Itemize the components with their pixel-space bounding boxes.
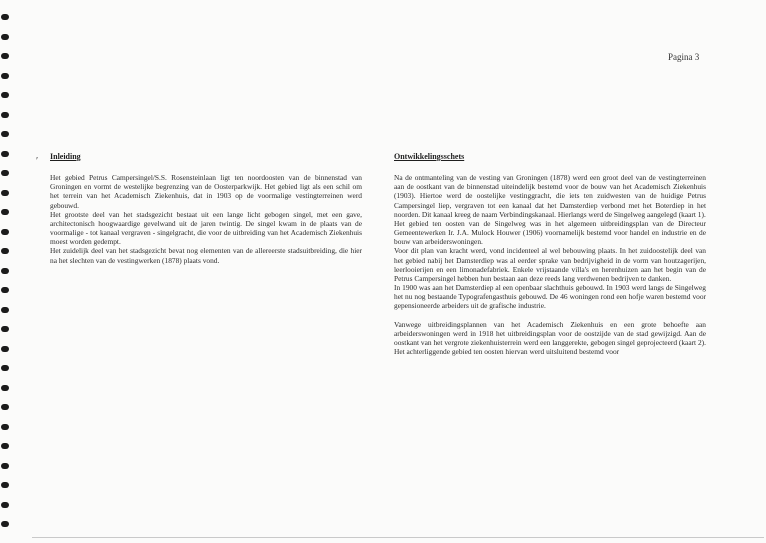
binding-ring [1, 346, 9, 352]
binding-ring [1, 131, 9, 137]
paragraph: Na de ontmanteling van de vesting van Groningen (1878) werd een groot deel van de vestingterreinen aan de oostkant van de binnenstad uiteindelijk bestemd voor de bouw van het Academisch Ziekenhuis (1903). Hiertoe werd de oostelijke vestinggracht, die iets ten zuidwesten van de huidige Petrus Campersingel liep, vergraven tot een kanaal dat het Damsterdiep verbond met het Boterdiep in het noorden. Dit kanaal kreeg de naam Verbindingskanaal. Hierlangs werd de Singelweg aangelegd (kaart 1). [394, 173, 706, 219]
binding-ring [1, 92, 9, 98]
binding-ring [1, 443, 9, 449]
left-column [50, 152, 362, 265]
binding-ring [1, 112, 9, 118]
paragraph: In 1900 was aan het Damsterdiep al een openbaar slachthuis gebouwd. In 1903 werd langs de Singelweg het nu nog bestaande Typografengasthuis gebouwd. De 46 woningen rond een hofje waren bestemd voor gepensioneerde arbeiders uit de grafische industrie. [394, 283, 706, 311]
paragraph: Het zuidelijk deel van het stadsgezicht bevat nog elementen van de allereerste stadsuitbreiding, die hier na het slechten van de vestingwerken (1878) plaats vond. [50, 246, 362, 265]
paragraph: Voor dit plan van kracht werd, vond incidenteel al wel bebouwing plaats. In het zuidoostelijk deel van het gebied nabij het Damsterdiep was al eerder sprake van bedrijvigheid in de vorm van houtzagerijen, leerlooierijen en een limonadefabriek. Enkele vrijstaande villa's en herenhuizen aan het begin van de Petrus Campersingel hebben hun bestaan aan deze reeds lang verdwenen bedrijven te danken. [394, 246, 706, 283]
binding-ring [1, 326, 9, 332]
binding-ring [1, 463, 9, 469]
section-heading-ontwikkelingsschets: Ontwikkelingsschets [394, 152, 465, 161]
binding-ring [1, 365, 9, 371]
binding-ring [1, 385, 9, 391]
paragraph: Vanwege uitbreidingsplannen van het Academisch Ziekenhuis en een grote behoefte aan arbeiderswoningen werd in 1918 het uitbreidingsplan voor de oostzijde van de stad gewijzigd. Aan de oostkant van het vergrote ziekenhuisterrein werd een langgerekte, gebogen singel geprojecteerd (kaart 2). Het achterliggende gebied ten oosten hiervan werd uitsluitend bestemd voor [394, 319, 706, 356]
binding-ring [1, 14, 9, 20]
binding-ring [1, 34, 9, 40]
binding-ring [1, 170, 9, 176]
section-heading-inleiding: Inleiding [50, 152, 81, 161]
binding-ring [1, 151, 9, 157]
page-bottom-edge [32, 537, 764, 538]
binding-ring [1, 482, 9, 488]
margin-pen-mark: ʹ [36, 156, 39, 167]
binding-ring [1, 190, 9, 196]
binding-ring [1, 287, 9, 293]
binding-ring [1, 404, 9, 410]
binding-ring [1, 248, 9, 254]
binding-ring [1, 424, 9, 430]
paragraph: Het gebied Petrus Campersingel/S.S. Rosensteinlaan ligt ten noordoosten van de binnenstad van Groningen en vormt de westelijke begrenzing van de Oosterparkwijk. Het gebied ligt als een schil om het terrein van het Academisch Ziekenhuis, dat in 1903 op de voormalige vestingterreinen werd gebouwd. [50, 173, 362, 210]
paragraph: Het gebied ten oosten van de Singelweg was in het algemeen uitbreidingsplan van de Directeur Gemeentewerken Ir. J.A. Mulock Houwer (1906) voornamelijk bestemd voor handel en industrie en de bouw van arbeiderswoningen. [394, 218, 706, 247]
binding-ring [1, 229, 9, 235]
binding-ring [1, 502, 9, 508]
binding-ring [1, 268, 9, 274]
binding-ring [1, 307, 9, 313]
paragraph-gap [394, 311, 706, 320]
binding-ring [1, 521, 9, 527]
right-column [394, 152, 706, 356]
binding-ring [1, 209, 9, 215]
spiral-binding [0, 14, 12, 534]
binding-ring [1, 73, 9, 79]
page-number: Pagina 3 [668, 52, 700, 62]
binding-ring [1, 53, 9, 59]
paragraph: Het grootste deel van het stadsgezicht bestaat uit een lange licht gebogen singel, met een gave, architectonisch hoogwaardige gevelwand uit de jaren twintig. De singel kwam in de plaats van de voormalige - tot kanaal vergraven - singelgracht, die voor de uitbreiding van het Academisch Ziekenhuis moest worden gedempt. [50, 209, 362, 247]
